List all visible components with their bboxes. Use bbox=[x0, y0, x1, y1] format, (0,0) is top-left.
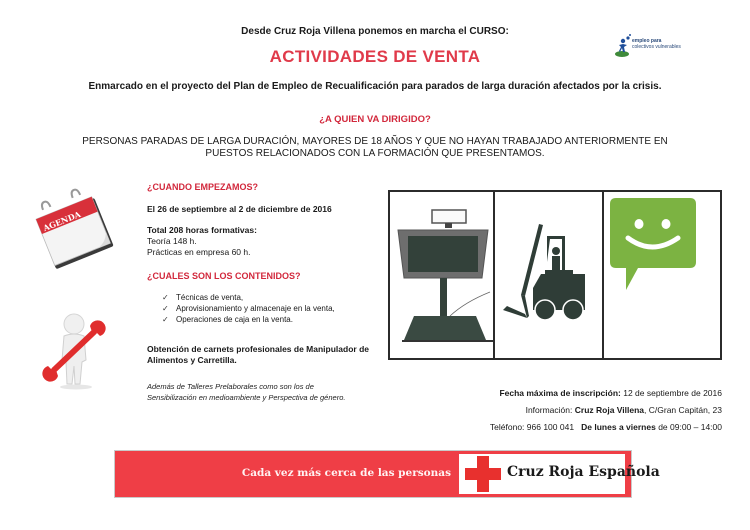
footer-banner bbox=[114, 450, 660, 498]
workshops-text: Además de Talleres Prelaborales como son los de Sensibilización en medioambiente y Perspectiva de género. bbox=[147, 382, 346, 402]
hours-theory: Teoría 148 h. bbox=[147, 236, 197, 246]
partner-logo-line1: empleo para bbox=[632, 38, 662, 44]
hours-value: de 09:00 – 14:00 bbox=[658, 422, 722, 432]
cash-register-cell bbox=[390, 192, 495, 358]
man-with-wrench-icon bbox=[42, 310, 112, 390]
contents-list bbox=[162, 292, 335, 325]
hours-practice: Prácticas en empresa 60 h. bbox=[147, 247, 251, 257]
schedule-heading: ¿CUANDO EMPEZAMOS? bbox=[147, 182, 258, 192]
banner-slogan: Cada vez más cerca de las personas bbox=[241, 467, 451, 479]
subtitle: Enmarcado en el proyecto del Plan de Empleo de Recualificación para parados de larga duración afectados por la crisis. bbox=[88, 81, 662, 92]
red-cross-icon bbox=[465, 456, 501, 492]
deadline-label: Fecha máxima de inscripción: bbox=[499, 388, 621, 398]
person-figure-icon bbox=[614, 33, 632, 59]
check-icon: ✓ bbox=[162, 304, 169, 313]
partner-logo bbox=[614, 33, 724, 59]
image-panel bbox=[388, 190, 722, 360]
deadline-value: 12 de septiembre de 2016 bbox=[623, 388, 722, 398]
info-address: , C/Gran Capitán, 23 bbox=[644, 405, 722, 415]
info-label: Información: bbox=[525, 405, 573, 415]
check-icon: ✓ bbox=[162, 293, 169, 302]
phone-label: Teléfono: 966 100 041 bbox=[489, 422, 575, 432]
list-item-text: Aprovisionamiento y almacenaje en la venta, bbox=[176, 304, 335, 313]
audience-heading: ¿A QUIEN VA DIRIGIDO? bbox=[319, 114, 431, 125]
list-item-text: Técnicas de venta, bbox=[176, 293, 244, 302]
certification-text: Obtención de carnets profesionales de Manipulador de Alimentos y Carretilla. bbox=[147, 344, 369, 365]
calendar-label: AGENDA bbox=[41, 208, 83, 234]
cruz-roja-logo bbox=[459, 454, 660, 494]
hours-total: Total 208 horas formativas: bbox=[147, 225, 257, 235]
course-title: ACTIVIDADES DE VENTA bbox=[269, 47, 481, 66]
deadline-line bbox=[499, 388, 722, 398]
contents-heading: ¿CUALES SON LOS CONTENIDOS? bbox=[147, 271, 301, 281]
smiley-cell bbox=[604, 192, 720, 358]
audience-text: PERSONAS PARADAS DE LARGA DURACIÓN, MAYORES DE 18 AÑOS Y QUE NO HAYAN TRABAJADO ANTERIORMENTE EN PUESTOS RELACIONADOS CON LA FORMACIÓN QUE PRESENTAMOS. bbox=[82, 136, 668, 159]
days-label: De lunes a viernes bbox=[581, 422, 656, 432]
forklift-icon bbox=[495, 192, 602, 358]
list-item bbox=[162, 314, 335, 325]
smiley-chat-icon bbox=[604, 192, 716, 358]
agenda-calendar-icon bbox=[28, 186, 118, 270]
list-item-text: Operaciones de caja en la venta. bbox=[176, 315, 293, 324]
phone-line bbox=[490, 422, 722, 432]
list-item bbox=[162, 303, 335, 314]
cash-register-icon bbox=[390, 192, 493, 358]
intro-text: Desde Cruz Roja Villena ponemos en marcha el CURSO: bbox=[241, 26, 509, 37]
partner-logo-line2: colectivos vulnerables bbox=[632, 44, 681, 50]
info-org: Cruz Roja Villena bbox=[574, 405, 645, 415]
org-name: Cruz Roja Española bbox=[507, 464, 660, 480]
list-item bbox=[162, 292, 335, 303]
forklift-cell bbox=[495, 192, 604, 358]
course-dates: El 26 de septiembre al 2 de diciembre de 2016 bbox=[147, 204, 332, 214]
contact-line bbox=[526, 405, 722, 415]
check-icon: ✓ bbox=[162, 315, 169, 324]
